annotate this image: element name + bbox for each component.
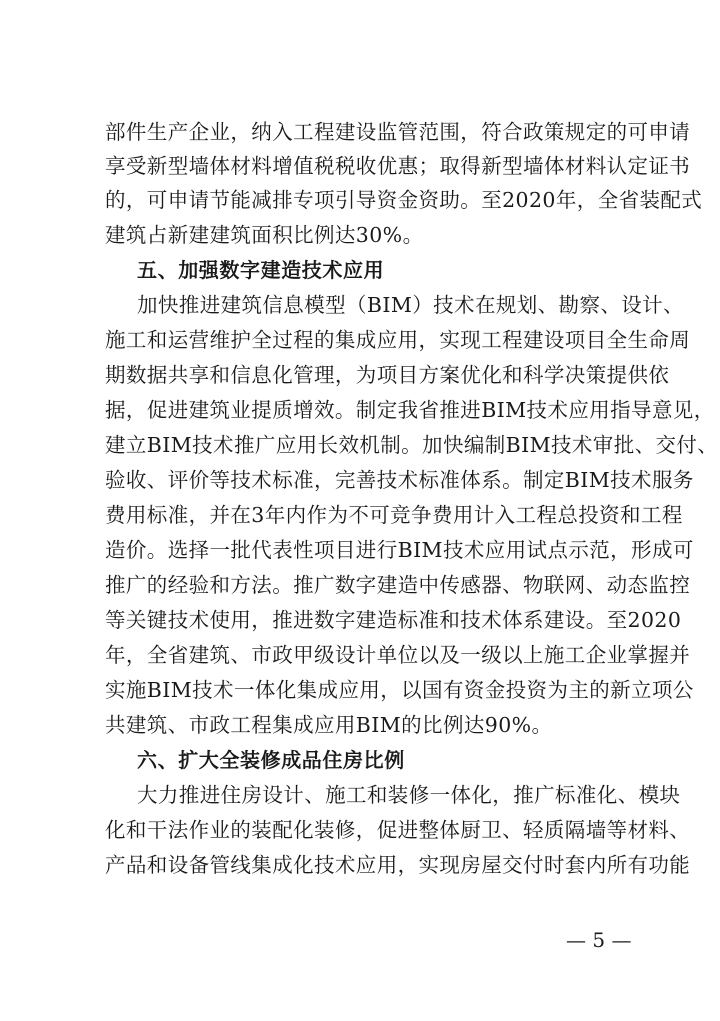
- paragraph-line: 建筑占新建建筑面积比例达30%。: [105, 223, 424, 247]
- paragraph-line: 费用标准，并在3年内作为不可竞争费用计入工程总投资和工程: [105, 503, 683, 527]
- paragraph-line: 共建筑、市政工程集成应用BIM的比例达90%。: [105, 713, 553, 737]
- paragraph-line: 加快推进建筑信息模型（BIM）技术在规划、勘察、设计、: [137, 293, 684, 317]
- paragraph-line: 的，可申请节能减排专项引导资金资助。至2020年，全省装配式: [105, 188, 703, 212]
- paragraph-line: 验收、评价等技术标准，完善技术标准体系。制定BIM技术服务: [105, 468, 694, 492]
- paragraph-line: 推广的经验和方法。推广数字建造中传感器、物联网、动态监控: [105, 573, 691, 597]
- paragraph-line: 产品和设备管线集成化技术应用，实现房屋交付时套内所有功能: [105, 853, 691, 877]
- paragraph-line: 造价。选择一批代表性项目进行BIM技术应用试点示范，形成可: [105, 538, 694, 562]
- paragraph-line: 大力推进住房设计、施工和装修一体化，推广标准化、模块: [137, 783, 681, 807]
- section-heading-5: 五、加强数字建造技术应用: [137, 258, 385, 282]
- paragraph-line: 部件生产企业，纳入工程建设监管范围，符合政策规定的可申请: [105, 120, 691, 144]
- paragraph-line: 享受新型墙体材料增值税税收优惠；取得新型墙体材料认定证书: [105, 154, 691, 178]
- paragraph-line: 期数据共享和信息化管理，为项目方案优化和科学决策提供依: [105, 363, 670, 387]
- paragraph-line: 化和干法作业的装配化装修，促进整体厨卫、轻质隔墙等材料、: [105, 818, 691, 842]
- paragraph-line: 年，全省建筑、市政甲级设计单位以及一级以上施工企业掌握并: [105, 643, 691, 667]
- paragraph-line: 据，促进建筑业提质增效。制定我省推进BIM技术应用指导意见，: [105, 398, 715, 422]
- page-number: — 5 —: [566, 928, 632, 952]
- paragraph-line: 实施BIM技术一体化集成应用，以国有资金投资为主的新立项公: [105, 678, 694, 702]
- paragraph-line: 施工和运营维护全过程的集成应用，实现工程建设项目全生命周: [105, 328, 691, 352]
- paragraph-line: 等关键技术使用，推进数字建造标准和技术体系建设。至2020: [105, 608, 682, 632]
- section-heading-6: 六、扩大全装修成品住房比例: [137, 748, 405, 772]
- paragraph-line: 建立BIM技术推广应用长效机制。加快编制BIM技术审批、交付、: [105, 433, 719, 457]
